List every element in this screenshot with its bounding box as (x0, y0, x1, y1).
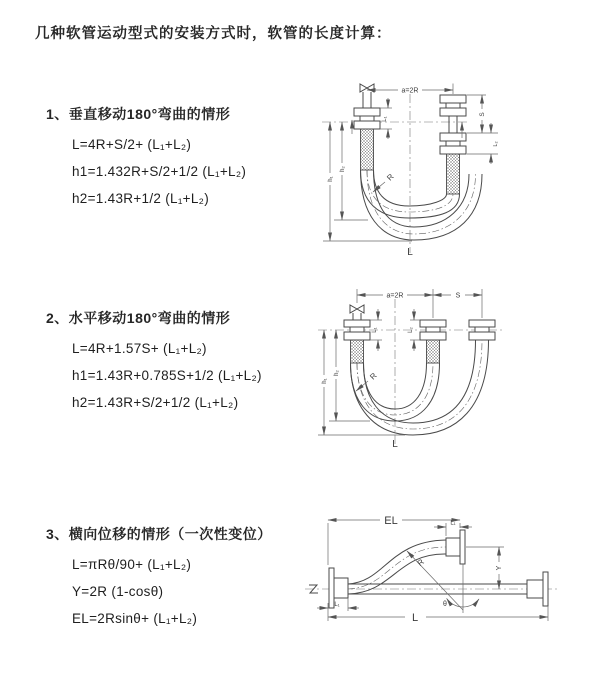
label-s: S (455, 292, 461, 300)
upper-flange (446, 530, 465, 564)
dimensions (323, 84, 499, 259)
s-curve-hose (348, 540, 446, 594)
section-3-formulas (72, 551, 272, 632)
section-1-formulas (72, 131, 246, 212)
dimensions (317, 515, 548, 624)
label-h1: h₁ (322, 378, 328, 384)
label-l: L (411, 612, 419, 624)
label-l: L (407, 247, 413, 258)
formula-line: h2=1.43R+1/2 (L₁+L₂) (72, 191, 210, 206)
diagram-lateral-displacement (295, 505, 600, 645)
valve-icon (360, 84, 374, 92)
section-1 (46, 104, 246, 212)
section-3 (46, 524, 272, 632)
page-title: 几种软管运动型式的安装方式时，软管的长度计算： (35, 26, 392, 42)
label-h2: h₂ (340, 166, 346, 172)
hose-curves (361, 170, 483, 240)
formula-line: L=πRθ/90+ (L₁+L₂) (72, 557, 192, 572)
formula-line: Y=2R (1-cosθ) (72, 584, 164, 599)
dimensions (318, 289, 482, 450)
section-3-heading: 3、横向位移的情形（一次性变位） (46, 526, 272, 542)
label-a2r: a=2R (386, 292, 404, 300)
formula-line: L=4R+1.57S+ (L₁+L₂) (72, 341, 207, 356)
valve-icon (350, 305, 364, 313)
label-y: Y (496, 565, 503, 571)
formula-line: h2=1.43R+S/2+1/2 (L₁+L₂) (72, 395, 239, 410)
diagram-vertical-travel-180 (310, 78, 600, 263)
label-s: S (479, 112, 486, 117)
hose-curves (351, 340, 489, 435)
label-r: R (368, 371, 379, 382)
label-l1-top: L₁ (450, 520, 456, 527)
label-l: L (392, 439, 398, 450)
formula-line: L=4R+S/2+ (L₁+L₂) (72, 137, 192, 152)
label-el: EL (384, 515, 398, 527)
label-l1: L₁ (382, 116, 388, 122)
section-2 (46, 308, 262, 416)
label-l2: L₂ (493, 141, 499, 147)
left-fitting (354, 92, 380, 170)
formula-line: h1=1.432R+S/2+1/2 (L₁+L₂) (72, 164, 247, 179)
section-1-heading: 1、垂直移动180°弯曲的情形 (46, 106, 231, 122)
label-r: R (385, 172, 396, 183)
diagram-horizontal-travel-180 (310, 283, 600, 468)
label-theta: θ (443, 601, 447, 608)
right-fitting (440, 95, 466, 194)
label-r: R (415, 557, 426, 568)
right-flange (527, 572, 548, 606)
label-l1: L₁ (372, 327, 378, 333)
label-a2r: a=2R (401, 87, 419, 95)
label-h1: h₁ (328, 176, 334, 182)
label-h2: h₂ (334, 370, 340, 376)
middle-fitting (420, 320, 446, 363)
section-2-heading: 2、水平移动180°弯曲的情形 (46, 310, 231, 326)
formula-line: EL=2Rsinθ+ (L₁+L₂) (72, 611, 198, 626)
label-l1-bottom: L₁ (334, 602, 340, 608)
formula-line: h1=1.43R+0.785S+1/2 (L₁+L₂) (72, 368, 262, 383)
section-2-formulas (72, 335, 262, 416)
label-l2: L₂ (408, 327, 414, 333)
left-fitting (344, 313, 370, 363)
